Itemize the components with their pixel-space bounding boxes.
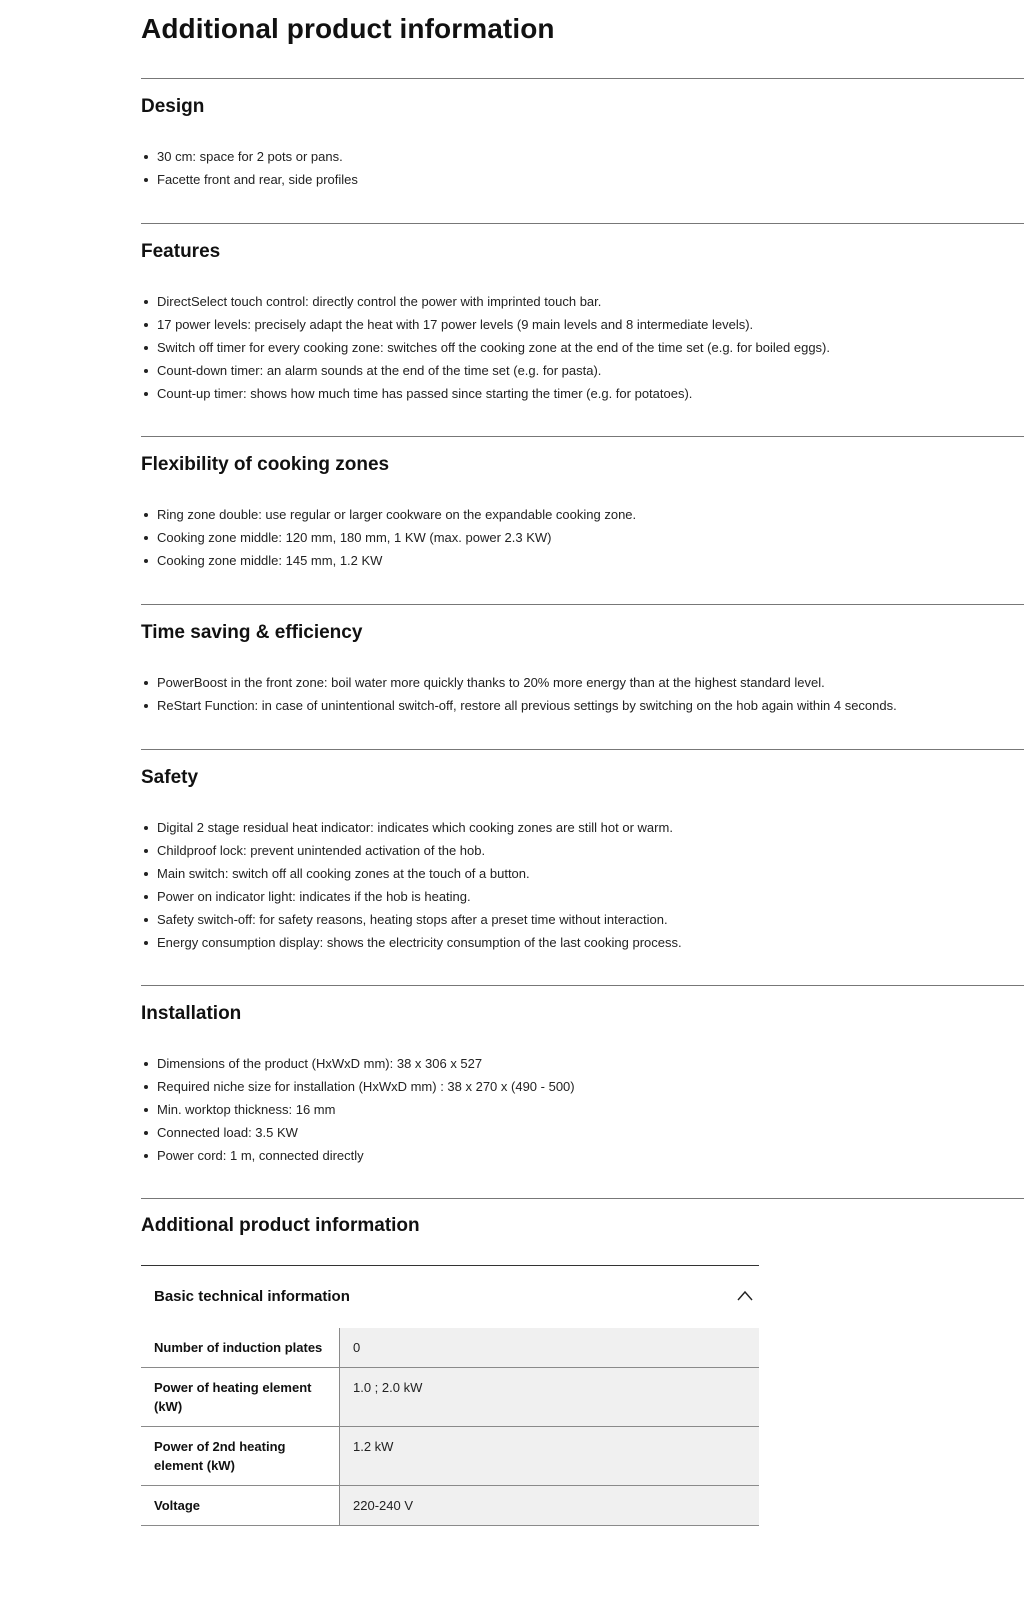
section-safety (141, 749, 1024, 985)
list-item: Min. worktop thickness: 16 mm (141, 1098, 1024, 1121)
additional-info-section (141, 1198, 1024, 1265)
section-cooking-zones (141, 436, 1024, 604)
additional-info-heading: Additional product information (141, 1215, 420, 1236)
spec-label: Power of 2nd heating element (kW) (141, 1427, 340, 1486)
list-item: Facette front and rear, side profiles (141, 168, 1024, 191)
list-item: Energy consumption display: shows the electricity consumption of the last cooking process. (141, 931, 1024, 954)
table-row (141, 1328, 759, 1368)
table-row (141, 1486, 759, 1526)
spec-value: 220-240 V (340, 1486, 760, 1526)
list-item: 30 cm: space for 2 pots or pans. (141, 145, 1024, 168)
feature-list (141, 264, 1024, 405)
list-item: Dimensions of the product (HxWxD mm): 38 x 306 x 527 (141, 1052, 1024, 1075)
section-design (141, 78, 1024, 223)
list-item: Ring zone double: use regular or larger cookware on the expandable cooking zone. (141, 503, 1024, 526)
list-item: Safety switch-off: for safety reasons, heating stops after a preset time without interaction. (141, 908, 1024, 931)
product-info-page (141, 0, 1024, 1526)
feature-list (141, 477, 1024, 572)
chevron-up-icon[interactable] (735, 1286, 755, 1306)
list-item: DirectSelect touch control: directly control the power with imprinted touch bar. (141, 290, 1024, 313)
list-item: Cooking zone middle: 120 mm, 180 mm, 1 KW (max. power 2.3 KW) (141, 526, 1024, 549)
spec-label: Voltage (141, 1486, 340, 1526)
section-title: Safety (141, 767, 199, 788)
accordion-title: Basic technical information (154, 1287, 350, 1305)
list-item: Switch off timer for every cooking zone: switches off the cooking zone at the end of the time set (e.g. for boiled eggs). (141, 336, 1024, 359)
spec-label: Power of heating element (kW) (141, 1368, 340, 1427)
section-features (141, 223, 1024, 436)
section-installation (141, 985, 1024, 1198)
page-title: Additional product information (141, 13, 555, 44)
list-item: Power on indicator light: indicates if the hob is heating. (141, 885, 1024, 908)
feature-list (141, 1026, 1024, 1167)
section-title: Installation (141, 1003, 242, 1024)
list-item: Connected load: 3.5 KW (141, 1121, 1024, 1144)
section-title: Time saving & efficiency (141, 622, 363, 643)
list-item: Power cord: 1 m, connected directly (141, 1144, 1024, 1167)
feature-list (141, 790, 1024, 954)
list-item: PowerBoost in the front zone: boil water more quickly thanks to 20% more energy than at the highest standard level. (141, 671, 1024, 694)
list-item: Required niche size for installation (HxWxD mm) : 38 x 270 x (490 - 500) (141, 1075, 1024, 1098)
list-item: Count-down timer: an alarm sounds at the end of the time set (e.g. for pasta). (141, 359, 1024, 382)
section-title: Flexibility of cooking zones (141, 454, 390, 475)
technical-info-accordion (141, 1265, 759, 1526)
spec-value: 0 (340, 1328, 760, 1368)
section-title: Features (141, 241, 221, 262)
accordion-toggle[interactable] (141, 1266, 759, 1326)
spec-value: 1.2 kW (340, 1427, 760, 1486)
section-time-saving (141, 604, 1024, 749)
feature-list (141, 645, 1024, 717)
table-row (141, 1368, 759, 1427)
list-item: Digital 2 stage residual heat indicator: indicates which cooking zones are still hot or warm. (141, 816, 1024, 839)
spec-value: 1.0 ; 2.0 kW (340, 1368, 760, 1427)
list-item: Count-up timer: shows how much time has passed since starting the timer (e.g. for potatoes). (141, 382, 1024, 405)
list-item: 17 power levels: precisely adapt the heat with 17 power levels (9 main levels and 8 intermediate levels). (141, 313, 1024, 336)
list-item: Childproof lock: prevent unintended activation of the hob. (141, 839, 1024, 862)
list-item: Cooking zone middle: 145 mm, 1.2 KW (141, 549, 1024, 572)
list-item: ReStart Function: in case of unintentional switch-off, restore all previous settings by switching on the hob again within 4 seconds. (141, 694, 1024, 717)
list-item: Main switch: switch off all cooking zones at the touch of a button. (141, 862, 1024, 885)
spec-label: Number of induction plates (141, 1328, 340, 1368)
spec-table (141, 1328, 759, 1526)
table-row (141, 1427, 759, 1486)
feature-list (141, 119, 1024, 191)
section-title: Design (141, 96, 205, 117)
